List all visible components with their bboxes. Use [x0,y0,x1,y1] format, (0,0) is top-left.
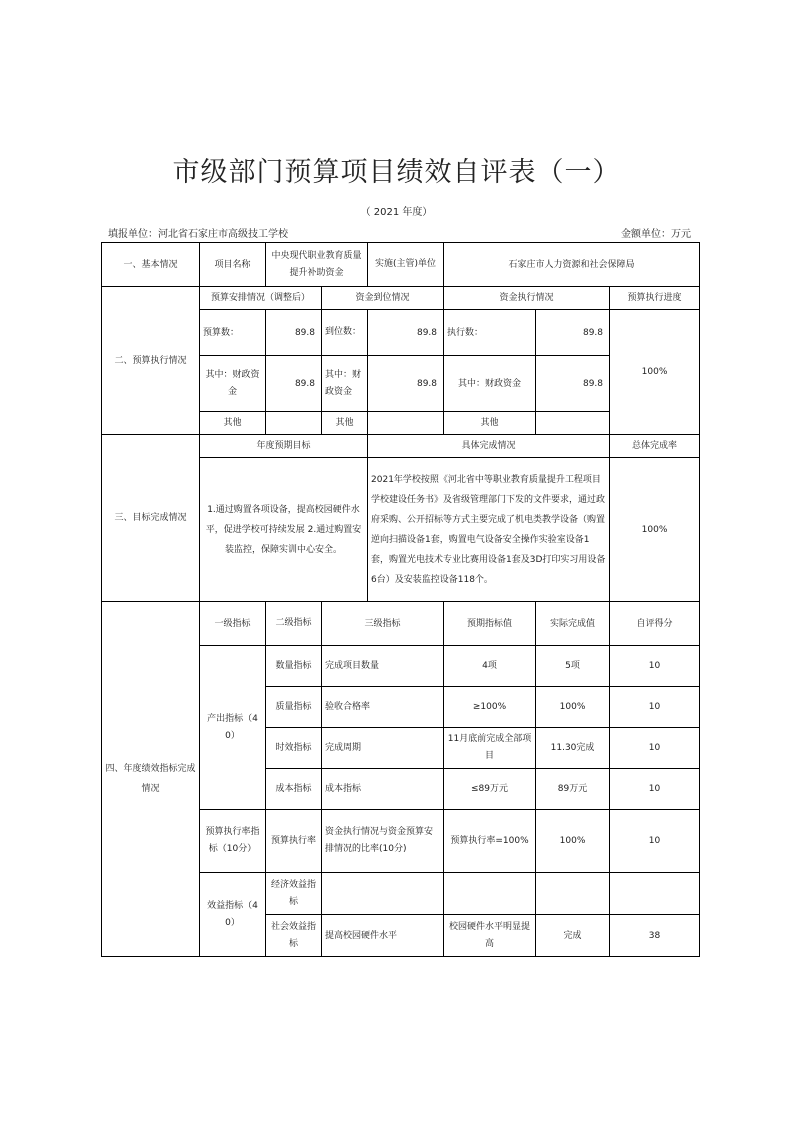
actual-cell: 100% [536,810,610,873]
score-cell: 10 [610,810,700,873]
level2-cell: 社会效益指标 [266,915,322,957]
expected-cell [444,873,536,915]
expected-cell: ≥100% [444,687,536,728]
progress-value: 100% [610,310,700,435]
output-group: 产出指标（40） [200,646,266,810]
budget-exec-group: 预算执行率指标（10分） [200,810,266,873]
perf-header-expected: 预期指标值 [444,602,536,646]
expected-cell: ≤89万元 [444,769,536,810]
perf-header-actual: 实际完成值 [536,602,610,646]
section-performance: 四、年度绩效指标完成情况 [102,602,200,957]
col-arrangement: 预算安排情况（调整后） [200,287,322,310]
level2-cell: 预算执行率 [266,810,322,873]
impl-unit-label: 实施(主管)单位 [368,243,444,287]
level3-cell: 验收合格率 [322,687,444,728]
actual-cell: 11.30完成 [536,728,610,769]
fiscal-label: 其中：财政资金 [200,356,266,412]
perf-header-level3: 三级指标 [322,602,444,646]
benefit-group: 效益指标（40） [200,873,266,957]
level3-cell: 成本指标 [322,769,444,810]
col-execution: 资金执行情况 [444,287,610,310]
score-cell: 10 [610,769,700,810]
level2-cell: 经济效益指标 [266,873,322,915]
actual-cell: 5项 [536,646,610,687]
actual-cell: 完成 [536,915,610,957]
report-year: （ 2021 年度） [360,207,433,218]
fiscal-budget: 89.8 [266,356,322,412]
arrival-value: 89.8 [368,310,444,356]
perf-header-row [102,602,700,646]
amount-unit: 金额单位：万元 [621,229,691,240]
level3-cell: 完成项目数量 [322,646,444,687]
score-cell: 10 [610,728,700,769]
actual-cell: 89万元 [536,769,610,810]
fiscal-exec-label: 其中：财政资金 [444,356,536,412]
page-title: 市级部门预算项目绩效自评表（一） [172,157,621,188]
expected-goals: 1.通过购置各项设备，提高校园硬件水平，促进学校可持续发展 2.通过购置安装监控，保障实训中心安全。 [200,458,368,602]
other-value-budget [266,412,322,435]
score-cell: 38 [610,915,700,957]
level2-cell: 质量指标 [266,687,322,728]
perf-header-score: 自评得分 [610,602,700,646]
level2-cell: 数量指标 [266,646,322,687]
fiscal-arrival-label: 其中：财政资金 [322,356,368,412]
other-value-exec [536,412,610,435]
level3-cell: 完成周期 [322,728,444,769]
basic-row [102,243,700,287]
level3-cell: 提高校园硬件水平 [322,915,444,957]
project-name: 中央现代职业教育质量提升补助资金 [266,243,368,287]
other-label-budget: 其他 [200,412,266,435]
actual-cell: 100% [536,687,610,728]
col-expected: 年度预期目标 [200,435,368,458]
execution-value: 89.8 [536,310,610,356]
actual-completion: 2021年学校按照《河北省中等职业教育质量提升工程项目学校建设任务书》及省级管理部门下发的文件要求，通过政府采购、公开招标等方式主要完成了机电类教学设备（购置逆向扫描设备1套，购置电气设备安全操作实验室设备1套，购置光电技术专业比赛用设备1套及3D打印实习用设备6台）及安装监控设备118个。 [368,458,610,602]
score-cell: 10 [610,646,700,687]
completion-rate: 100% [610,458,700,602]
level3-cell: 资金执行情况与资金预算安排情况的比率(10分) [322,810,444,873]
budget-label: 预算数： [200,310,266,356]
arrival-label: 到位数： [322,310,368,356]
project-name-label: 项目名称 [200,243,266,287]
score-cell: 10 [610,687,700,728]
expected-cell: 预算执行率=100% [444,810,536,873]
expected-cell: 11月底前完成全部项目 [444,728,536,769]
evaluation-table [101,242,700,957]
budget-value: 89.8 [266,310,322,356]
section-basic: 一、基本情况 [102,243,200,287]
col-actual: 具体完成情况 [368,435,610,458]
level2-cell: 时效指标 [266,728,322,769]
other-label-exec: 其他 [444,412,536,435]
section-goals: 三、目标完成情况 [102,435,200,602]
budget-header-row [102,287,700,310]
execution-label: 执行数： [444,310,536,356]
goals-header-row [102,435,700,458]
expected-cell: 4项 [444,646,536,687]
col-arrival: 资金到位情况 [322,287,444,310]
other-value-arrival [368,412,444,435]
other-label-arrival: 其他 [322,412,368,435]
fiscal-arrival: 89.8 [368,356,444,412]
perf-header-level2: 二级指标 [266,602,322,646]
fiscal-exec: 89.8 [536,356,610,412]
fill-unit: 填报单位：河北省石家庄市高级技工学校 [108,229,288,240]
col-progress: 预算执行进度 [610,287,700,310]
expected-cell: 校园硬件水平明显提高 [444,915,536,957]
actual-cell [536,873,610,915]
col-rate: 总体完成率 [610,435,700,458]
impl-unit: 石家庄市人力资源和社会保障局 [444,243,700,287]
level2-cell: 成本指标 [266,769,322,810]
score-cell [610,873,700,915]
perf-header-level1: 一级指标 [200,602,266,646]
section-budget: 二、预算执行情况 [102,287,200,435]
level3-cell [322,873,444,915]
